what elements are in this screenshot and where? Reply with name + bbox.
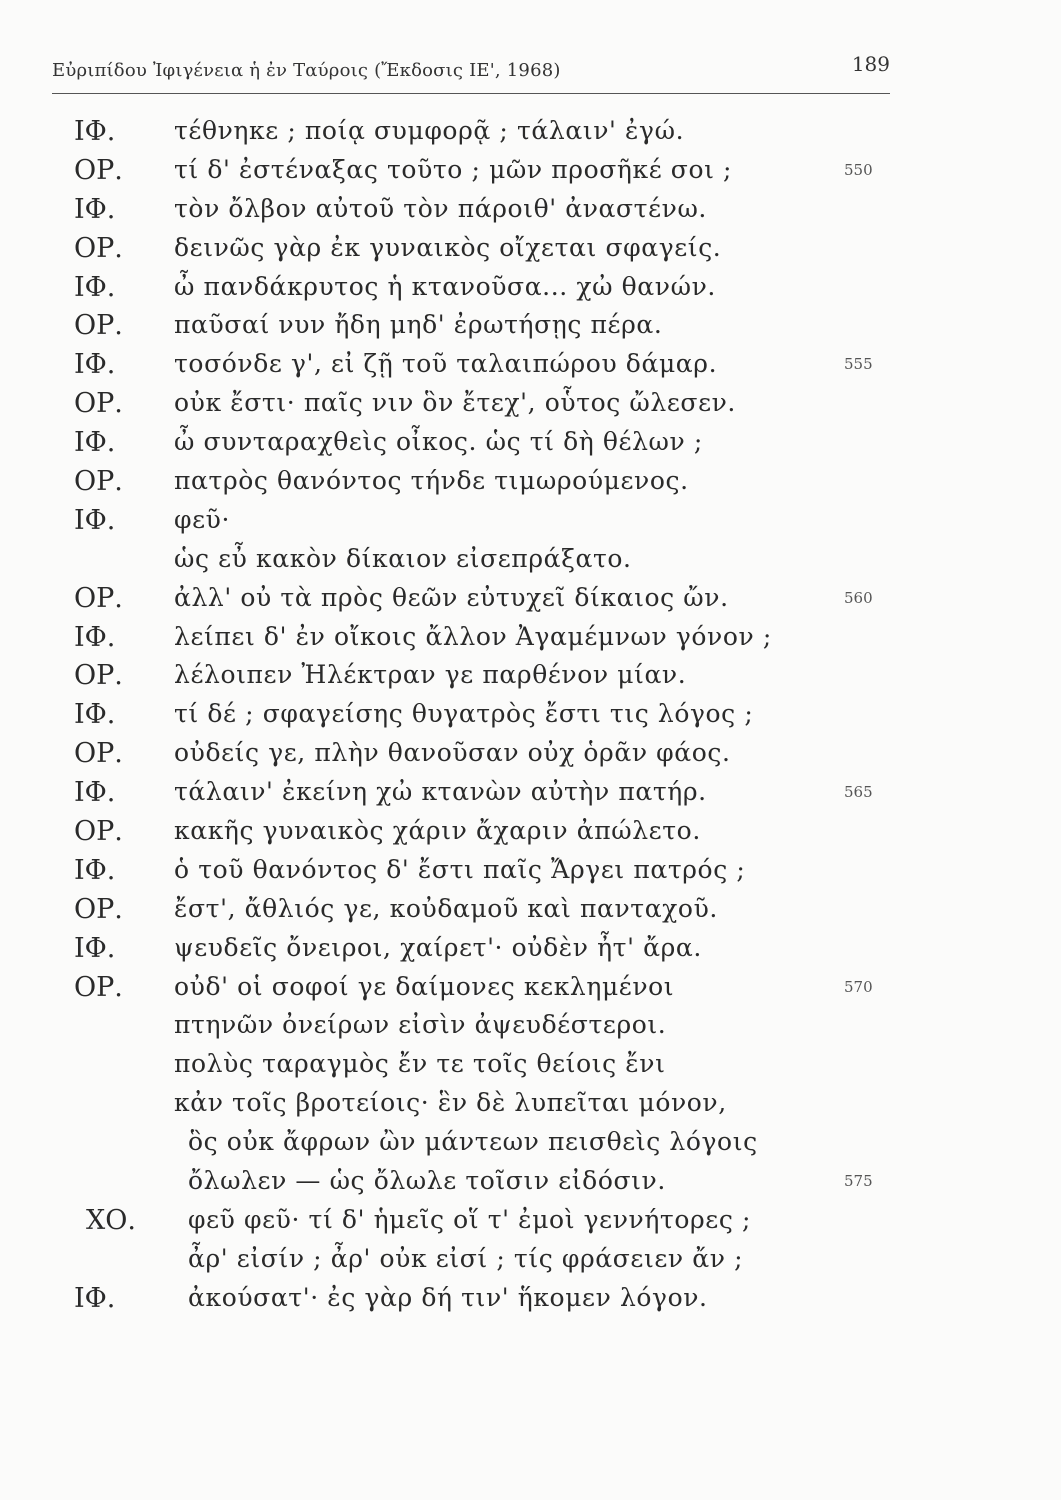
verse-line	[0, 229, 1061, 268]
verse-line	[0, 656, 1061, 695]
verse-text: παῦσαί νυν ἤδη μηδ' ἐρωτήσῃς πέρα.	[174, 310, 663, 340]
verse-text: πατρὸς θανόντος τήνδε τιμωρούμενος.	[174, 466, 689, 496]
verse-text: ἔστ', ἄθλιός γε, κοὐδαμοῦ καὶ πανταχοῦ.	[174, 893, 718, 923]
line-number: 565	[844, 783, 873, 802]
speaker-label: ΙΦ.	[74, 116, 116, 147]
verse-text: λέλοιπεν Ἠλέκτραν γε παρθένον μίαν.	[174, 660, 687, 690]
verse-line	[0, 462, 1061, 501]
speaker-label: ΙΦ.	[74, 699, 116, 731]
speaker-label: ΙΦ.	[74, 1282, 116, 1314]
line-number: 560	[844, 588, 873, 607]
header-rule	[52, 93, 890, 94]
speaker-label: ΟΡ.	[74, 154, 123, 186]
verse-text: ἆρ' εἰσίν ; ἆρ' οὐκ εἰσί ; τίς φράσειεν ἄν ;	[188, 1243, 744, 1273]
verse-line	[0, 734, 1061, 773]
verse-text: ἀλλ' οὐ τὰ πρὸς θεῶν εὐτυχεῖ δίκαιος ὤν.	[174, 582, 729, 612]
speaker-label: ΟΡ.	[74, 310, 123, 342]
verse-text: τάλαιν' ἐκείνη χὠ κτανὼν αὐτὴν πατήρ.	[174, 777, 707, 807]
verse-text: ὄλωλεν — ὡς ὄλωλε τοῖσιν εἰδόσιν.	[188, 1166, 666, 1196]
line-number: 570	[844, 977, 873, 996]
verse-line	[0, 1201, 1061, 1240]
speaker-label: ΟΡ.	[74, 816, 123, 848]
verse-text: ψευδεῖς ὄνειροι, χαίρετ'· οὐδὲν ἦτ' ἄρα.	[174, 932, 702, 962]
speaker-label: ΟΡ.	[74, 738, 123, 770]
verse-line	[0, 890, 1061, 929]
verse-block	[0, 112, 1061, 1318]
verse-line	[0, 1123, 1061, 1162]
line-number: 555	[844, 355, 873, 374]
verse-text: δεινῶς γὰρ ἐκ γυναικὸς οἴχεται σφαγείς.	[174, 232, 722, 262]
verse-line	[0, 851, 1061, 890]
verse-line	[0, 384, 1061, 423]
speaker-label: ΙΦ.	[74, 504, 116, 536]
speaker-label: ΟΡ.	[74, 582, 123, 614]
line-number: 550	[844, 160, 873, 179]
page-number: 189	[851, 52, 890, 76]
verse-text: τὸν ὄλβον αὐτοῦ τὸν πάροιθ' ἀναστένω.	[174, 193, 707, 223]
verse-text: ἀκούσατ'· ἐς γὰρ δή τιν' ἥκομεν λόγον.	[188, 1282, 708, 1312]
verse-text: ὦ πανδάκρυτος ἡ κτανοῦσα... χὠ θανών.	[174, 271, 716, 301]
verse-line	[0, 151, 1061, 190]
verse-text: οὐδ' οἱ σοφοί γε δαίμονες κεκλημένοι	[174, 971, 675, 1001]
speaker-label: ΙΦ.	[74, 621, 116, 653]
verse-text: πτηνῶν ὀνείρων εἰσὶν ἀψευδέστεροι.	[174, 1010, 667, 1040]
speaker-label: ΙΦ.	[74, 932, 116, 964]
verse-line	[0, 190, 1061, 229]
verse-text: ὡς εὖ κακὸν δίκαιον εἰσεπράξατο.	[174, 543, 632, 573]
verse-line	[0, 1045, 1061, 1084]
verse-line	[0, 501, 1061, 540]
verse-line	[0, 773, 1061, 812]
speaker-label: ΟΡ.	[74, 232, 123, 264]
verse-text: ὃς οὐκ ἄφρων ὢν μάντεων πεισθεὶς λόγοις	[188, 1127, 758, 1157]
running-title: Εὐριπίδου Ἰφιγένεια ἡ ἐν Ταύροις (Ἔκδοσις ΙΕ', 1968)	[52, 60, 561, 81]
verse-text: τοσόνδε γ', εἰ ζῇ τοῦ ταλαιπώρου δάμαρ.	[174, 349, 718, 379]
speaker-label: ΟΡ.	[74, 893, 123, 925]
speaker-label: ΙΦ.	[74, 854, 116, 886]
speaker-label: ΟΡ.	[74, 660, 123, 692]
verse-text: οὐδείς γε, πλὴν θανοῦσαν οὐχ ὁρᾶν φάος.	[174, 738, 731, 768]
verse-line	[0, 345, 1061, 384]
verse-line	[0, 579, 1061, 618]
verse-line	[0, 1240, 1061, 1279]
verse-text: οὐκ ἔστι· παῖς νιν ὃν ἔτεχ', οὗτος ὤλεσεν.	[174, 388, 736, 418]
verse-text: τί δ' ἐστέναξας τοῦτο ; μῶν προσῆκέ σοι ;	[174, 154, 733, 184]
verse-text: ὁ τοῦ θανόντος δ' ἔστι παῖς Ἄργει πατρός ;	[174, 854, 746, 884]
verse-line	[0, 540, 1061, 579]
verse-text: λείπει δ' ἐν οἴκοις ἄλλον Ἀγαμέμνων γόνον ;	[174, 621, 772, 651]
verse-text: κἀν τοῖς βροτείοις· ἓν δὲ λυπεῖται μόνον,	[174, 1088, 727, 1118]
verse-text: τέθνηκε ; ποίᾳ συμφορᾷ ; τάλαιν' ἐγώ.	[174, 116, 685, 145]
verse-text: ὦ συνταραχθεὶς οἶκος. ὡς τί δὴ θέλων ;	[174, 427, 703, 457]
verse-text: τί δέ ; σφαγείσης θυγατρὸς ἔστι τις λόγος ;	[174, 699, 754, 729]
line-number: 575	[844, 1172, 873, 1191]
speaker-label: ΙΦ.	[74, 427, 116, 459]
verse-line	[0, 1162, 1061, 1201]
verse-line	[0, 812, 1061, 851]
verse-text: κακῆς γυναικὸς χάριν ἄχαριν ἀπώλετο.	[174, 816, 701, 846]
verse-line	[0, 423, 1061, 462]
speaker-label: ΟΡ.	[74, 466, 123, 498]
verse-line	[0, 1084, 1061, 1123]
speaker-label: ΟΡ.	[74, 971, 123, 1003]
verse-line	[0, 618, 1061, 657]
verse-text: πολὺς ταραγμὸς ἔν τε τοῖς θείοις ἔνι	[174, 1049, 666, 1079]
verse-line	[0, 968, 1061, 1007]
running-head	[52, 52, 890, 90]
verse-line	[0, 1279, 1061, 1318]
verse-line	[0, 112, 1061, 151]
speaker-label: ΙΦ.	[74, 777, 116, 809]
verse-line	[0, 1006, 1061, 1045]
verse-text: φεῦ φεῦ· τί δ' ἡμεῖς οἵ τ' ἐμοὶ γεννήτορες ;	[188, 1204, 752, 1234]
speaker-label: ΙΦ.	[74, 193, 116, 225]
verse-line	[0, 929, 1061, 968]
speaker-label: ΙΦ.	[74, 349, 116, 381]
verse-line	[0, 268, 1061, 307]
speaker-label: ΧΟ.	[86, 1204, 136, 1236]
speaker-label: ΟΡ.	[74, 388, 123, 420]
speaker-label: ΙΦ.	[74, 271, 116, 303]
verse-line	[0, 306, 1061, 345]
verse-text: φεῦ·	[174, 504, 231, 534]
verse-line	[0, 695, 1061, 734]
